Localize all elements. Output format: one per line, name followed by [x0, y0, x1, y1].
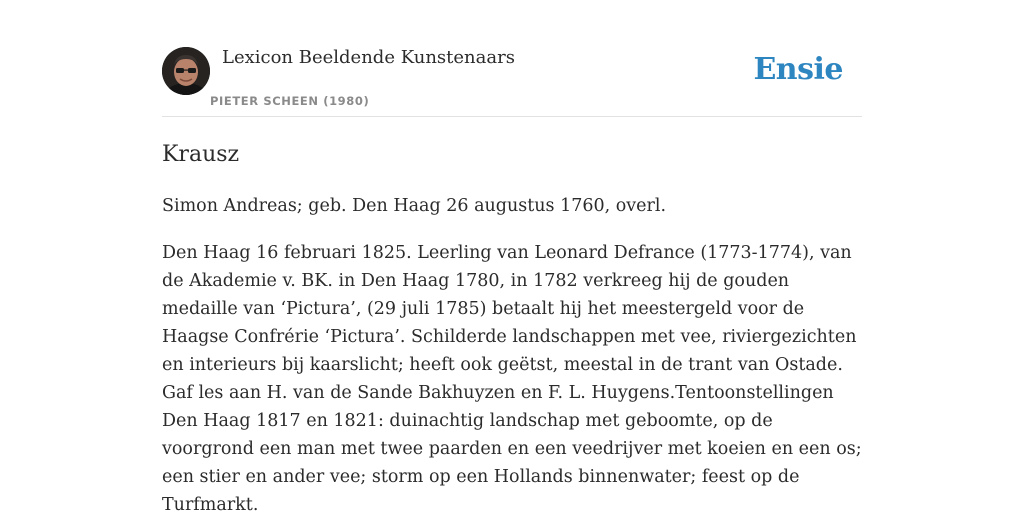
- author-portrait-icon: [162, 47, 210, 95]
- article-card: [162, 0, 862, 515]
- author-avatar[interactable]: [162, 47, 210, 95]
- entry-paragraph: Den Haag 16 februari 1825. Leerling van Leonard Defrance (1773-1774), van de Akademie v. BK. in Den Haag 1780, in 1782 verkreeg hij de gouden medaille van ‘Pictura’, (29 juli 1785) betaalt hij het meestergeld voor de Haagse Confrérie ‘Pictura’. Schilderde landschappen met vee, riviergezichten en interieurs bij kaarslicht; heeft ook geëtst, meestal in de trant van Ostade. Gaf les aan H. van de Sande Bakhuyzen en F. L. Huygens.Tentoonstellingen Den Haag 1817 en 1821: duinachtig landschap met geboomte, op de voorgrond een man met twee paarden en een veedrijver met koeien en een os; een stier en ander vee; storm op een Hollands binnenwater; feest op de Turfmarkt.: [162, 243, 862, 515]
- article-header: [162, 0, 862, 117]
- entry-paragraph: Simon Andreas; geb. Den Haag 26 augustus 1760, overl.: [162, 196, 667, 216]
- source-title[interactable]: Lexicon Beeldende Kunstenaars: [222, 47, 515, 68]
- brand-logo[interactable]: Ensie: [753, 52, 843, 87]
- author-name[interactable]: PIETER SCHEEN (1980): [210, 94, 370, 108]
- entry-title: Krausz: [162, 142, 240, 167]
